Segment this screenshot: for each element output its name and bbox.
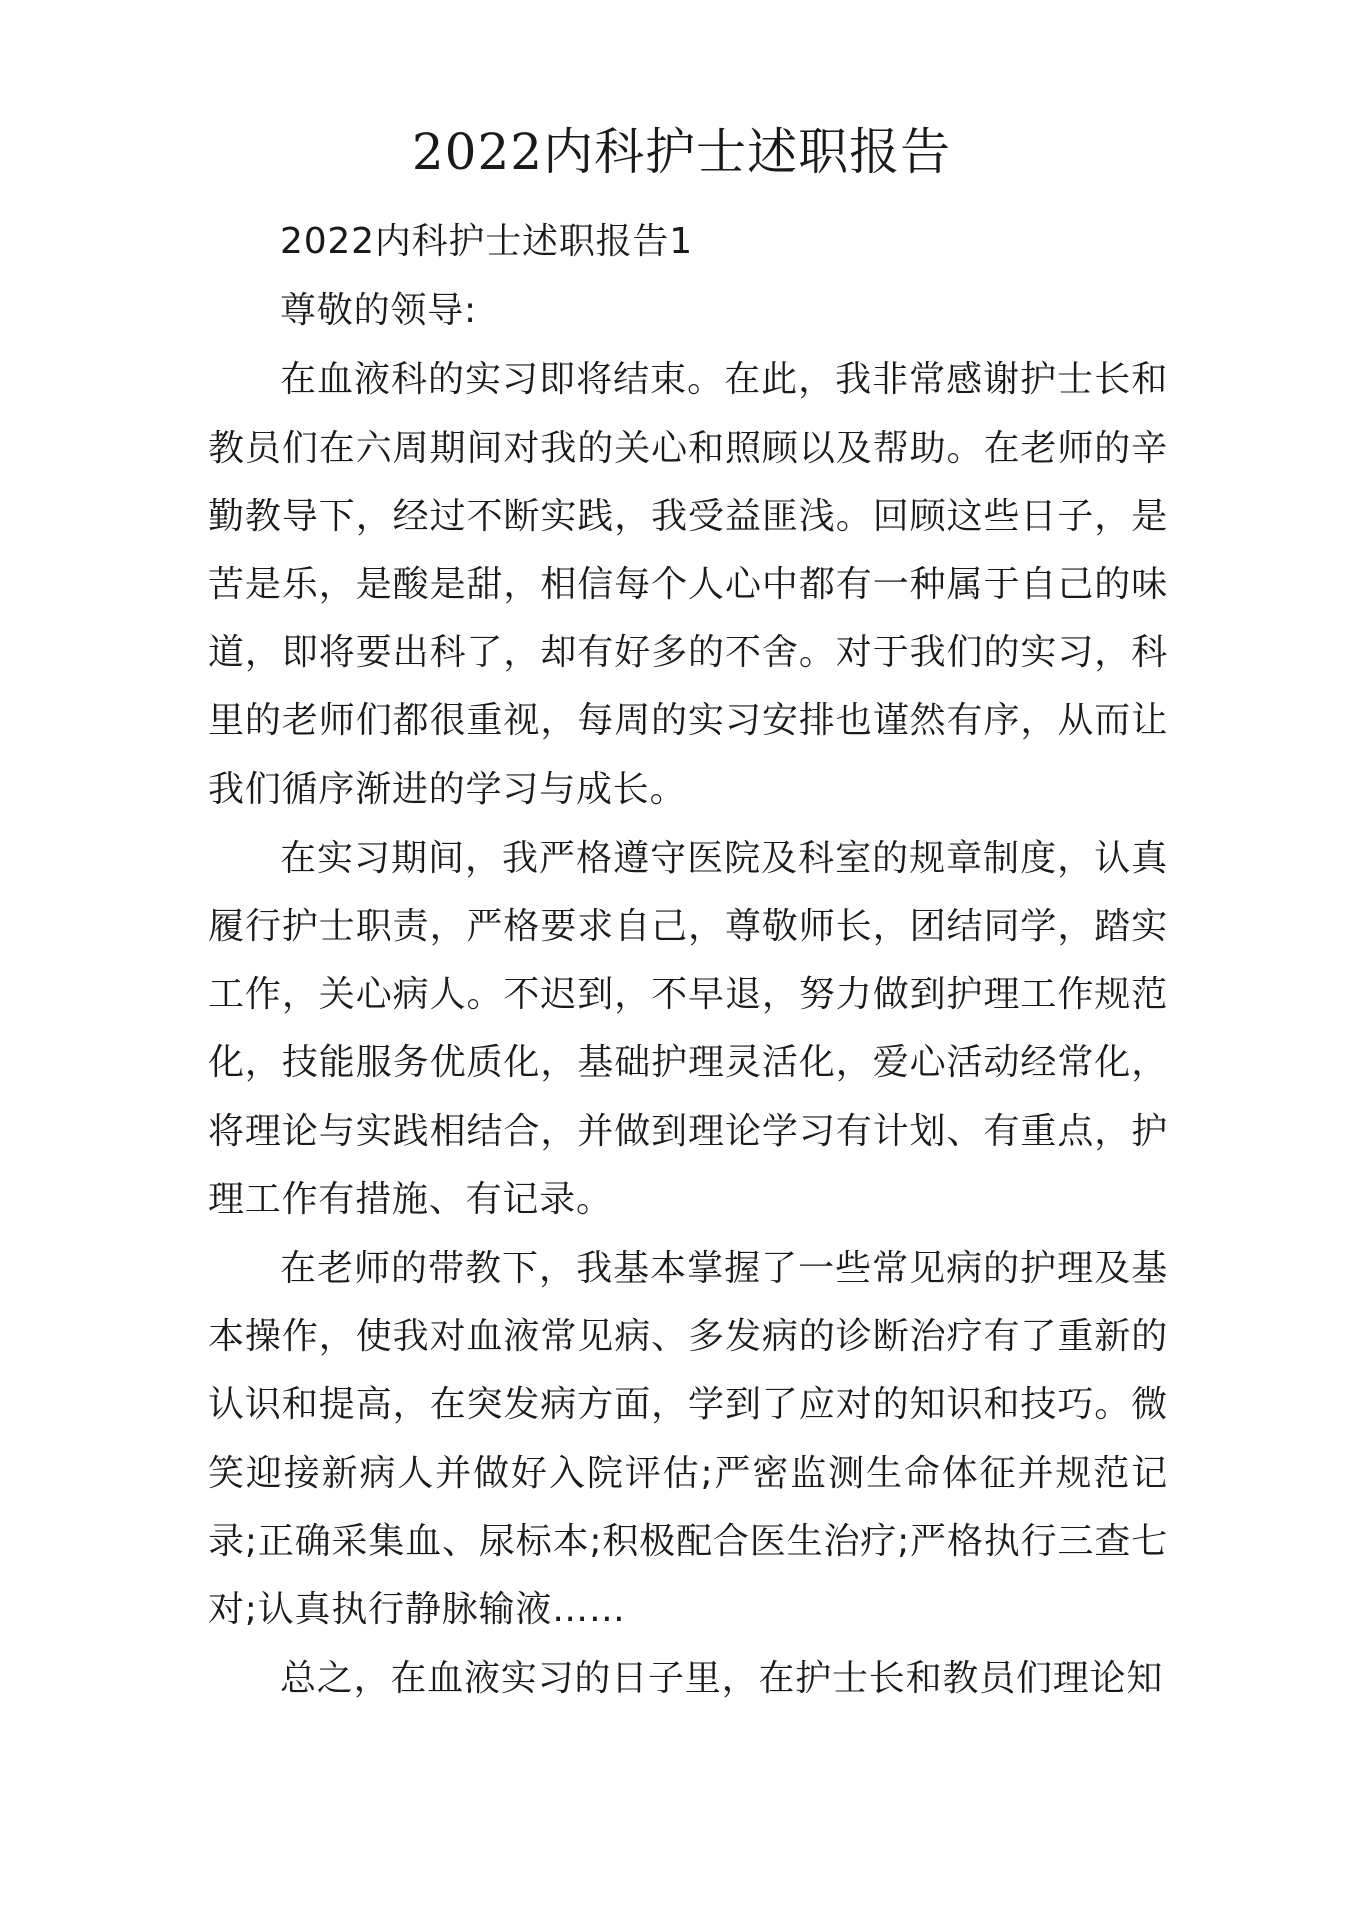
document-body: [208, 208, 1168, 1713]
salutation: 尊敬的领导:: [280, 290, 477, 332]
document-title: 2022内科护士述职报告: [411, 123, 952, 181]
paragraph-2: 在实习期间，我严格遵守医院及科室的规章制度，认真履行护士职责，严格要求自己，尊敬师长，团结同学，踏实工作，关心病人。不迟到，不早退，努力做到护理工作规范化，技能服务优质化，基础护理灵活化，爱心活动经常化，将理论与实践相结合，并做到理论学习有计划、有重点，护理工作有措施、有记录。: [208, 837, 1168, 1220]
paragraph-3: 在老师的带教下，我基本掌握了一些常见病的护理及基本操作，使我对血液常见病、多发病的诊断治疗有了重新的认识和提高，在突发病方面，学到了应对的知识和技巧。微笑迎接新病人并做好入院评估;严密监测生命体征并规范记录;正确采集血、尿标本;积极配合医生治疗;严格执行三查七对;认真执行静脉输液……: [208, 1248, 1168, 1631]
paragraph-1: 在血液科的实习即将结束。在此，我非常感谢护士长和教员们在六周期间对我的关心和照顾以及帮助。在老师的辛勤教导下，经过不断实践，我受益匪浅。回顾这些日子，是苦是乐，是酸是甜，相信每个人心中都有一种属于自己的味道，即将要出科了，却有好多的不舍。对于我们的实习，科里的老师们都很重视，每周的实习安排也谨然有序，从而让我们循序渐进的学习与成长。: [208, 359, 1168, 810]
paragraph-4: 总之，在血液实习的日子里，在护士长和教员们理论知: [280, 1658, 1164, 1700]
report-subtitle: 2022内科护士述职报告1: [280, 221, 693, 262]
